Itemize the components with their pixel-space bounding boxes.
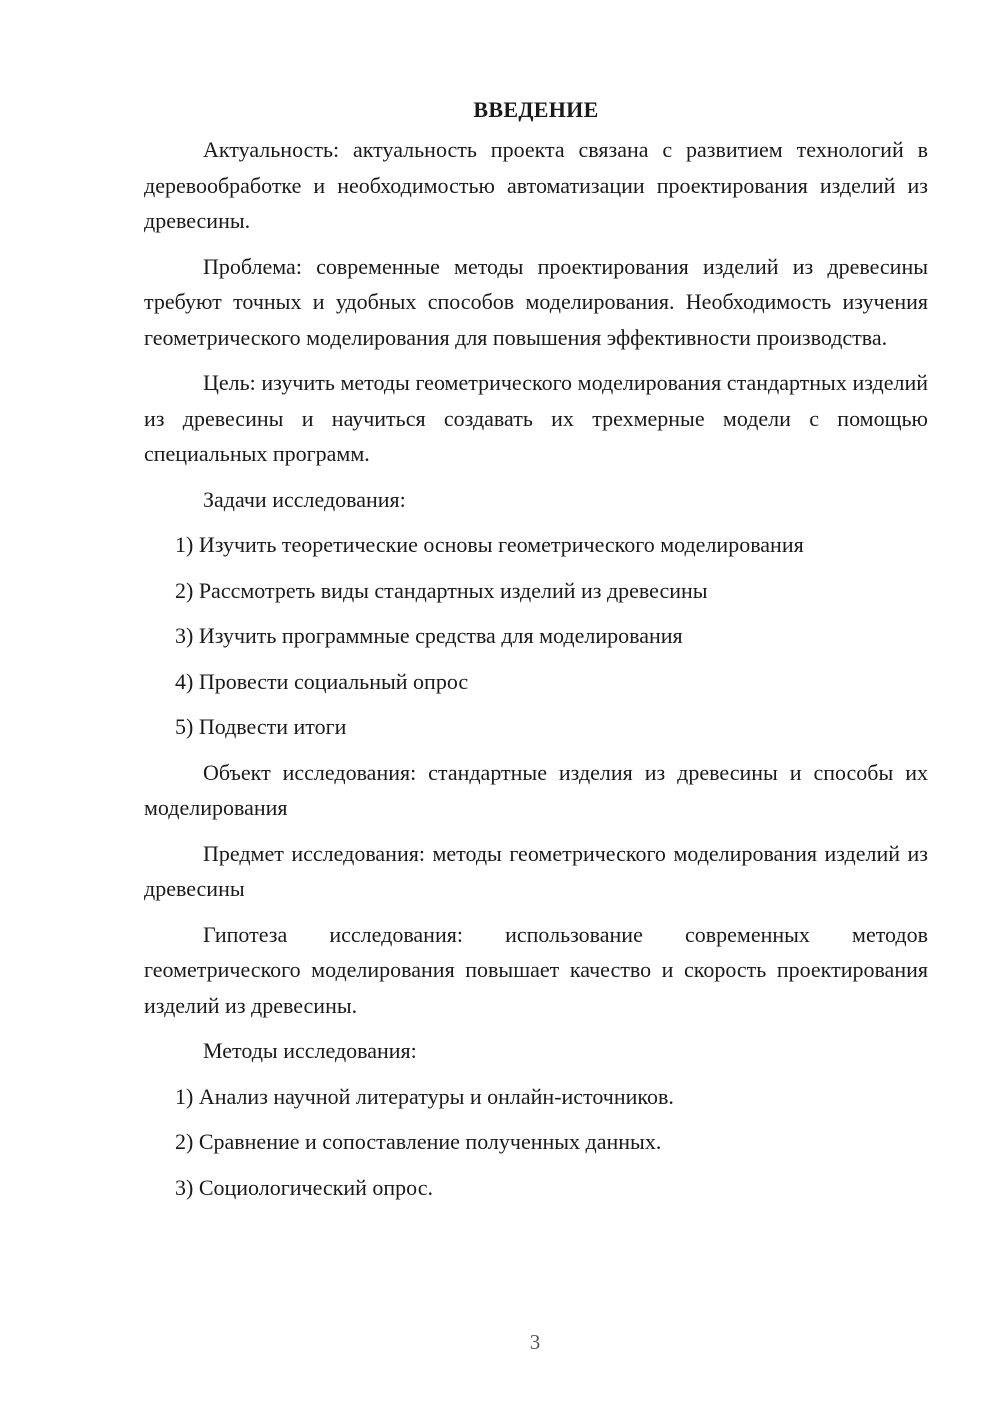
methods-title: Методы исследования:: [203, 1038, 417, 1063]
list-item: 3) Социологический опрос.: [175, 1174, 433, 1200]
object-paragraph: Объект исследования: стандартные изделия из древесины и способы их моделирования: [144, 759, 928, 820]
document-page: [144, 90, 928, 1215]
list-item: 4) Провести социальный опрос: [175, 668, 469, 694]
list-item: 1) Анализ научной литературы и онлайн-источников.: [175, 1083, 674, 1109]
tasks-list: [144, 527, 928, 745]
list-item: 2) Сравнение и сопоставление полученных данных.: [175, 1129, 662, 1154]
list-item: 1) Изучить теоретические основы геометрического моделирования: [175, 532, 804, 557]
tasks-title: Задачи исследования:: [203, 486, 406, 512]
page-heading: ВВЕДЕНИЕ: [473, 97, 599, 122]
goal-paragraph: Цель: изучить методы геометрического моделирования стандартных изделий из древесины и научиться создавать их трехмерные модели с помощью специальных программ.: [144, 370, 928, 466]
list-item: 5) Подвести итоги: [175, 714, 347, 739]
list-item: 3) Изучить программные средства для моделирования: [175, 623, 683, 648]
hypothesis-paragraph: Гипотеза исследования: использование современных методов геометрического моделирования повышает качество и скорость проектирования изделий из древесины.: [144, 921, 928, 1018]
list-item: 2) Рассмотреть виды стандартных изделий из древесины: [175, 577, 708, 603]
subject-paragraph: Предмет исследования: методы геометрического моделирования изделий из древесины: [144, 840, 928, 901]
problem-paragraph: Проблема: современные методы проектирования изделий из древесины требуют точных и удобных способов моделирования. Необходимость изучения геометрического моделирования для повышения эффективности производства.: [144, 253, 928, 350]
page-number: 3: [529, 1330, 541, 1354]
relevance-paragraph: Актуальность: актуальность проекта связана с развитием технологий в деревообработке и необходимостью автоматизации проектирования изделий из древесины.: [144, 137, 928, 233]
methods-list: [144, 1079, 928, 1206]
